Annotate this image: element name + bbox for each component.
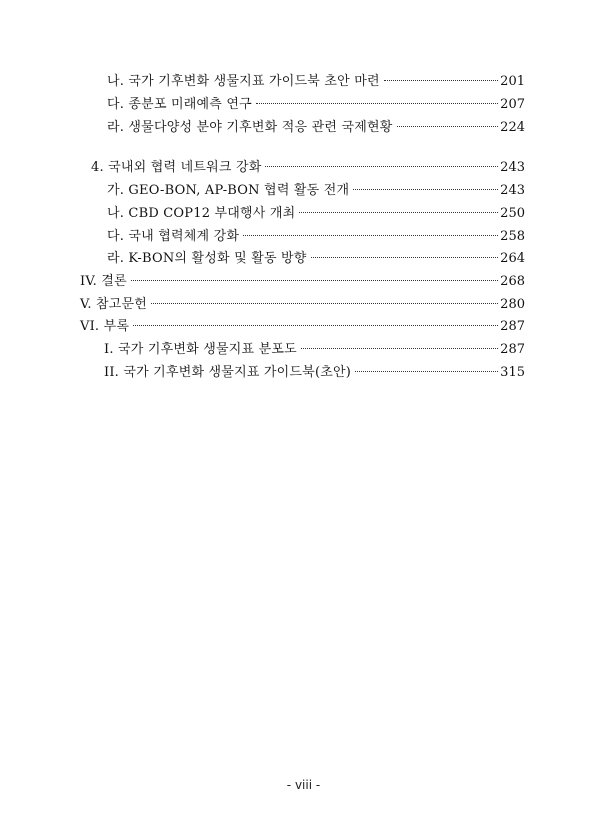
dot-leader — [353, 189, 498, 190]
toc-entry-page: 258 — [500, 229, 525, 244]
toc-entry-page: 224 — [500, 120, 525, 135]
toc-entry — [107, 205, 525, 223]
toc-entry-page: 207 — [500, 97, 525, 112]
toc-entry-title: 가. GEO-BON, AP-BON 협력 활동 전개 — [107, 183, 350, 198]
toc-entry — [107, 182, 525, 200]
toc-chapter-entry — [80, 296, 525, 314]
dot-leader — [256, 103, 498, 104]
toc-entry-page: 243 — [500, 160, 525, 175]
dot-leader — [151, 303, 498, 304]
dot-leader — [131, 280, 498, 281]
toc-entry — [107, 228, 525, 246]
dot-leader — [299, 212, 498, 213]
toc-entry-title: I. 국가 기후변화 생물지표 분포도 — [104, 342, 297, 357]
toc-entry-title: 나. CBD COP12 부대행사 개최 — [107, 206, 296, 221]
toc-entry-title: 다. 국내 협력체계 강화 — [107, 229, 240, 244]
toc-entry-title: 4. 국내외 협력 네트워크 강화 — [91, 160, 262, 175]
dot-leader — [397, 126, 499, 127]
toc-entry-page: 264 — [500, 251, 525, 266]
toc-entry-page: 287 — [500, 319, 525, 334]
dot-leader — [265, 166, 498, 167]
toc-entry-title: 나. 국가 기후변화 생물지표 가이드북 초안 마련 — [107, 74, 380, 89]
toc-entry-title: IV. 결론 — [80, 274, 127, 289]
toc-entry-title: 라. 생물다양성 분야 기후변화 적응 관련 국제현황 — [107, 120, 393, 135]
toc-entry-page: 243 — [500, 183, 525, 198]
toc-entry-page: 287 — [500, 342, 525, 357]
toc-entry-page: 250 — [500, 206, 525, 221]
dot-leader — [355, 371, 498, 372]
toc-entry-page: 201 — [500, 74, 525, 89]
toc-chapter-entry — [80, 318, 525, 336]
toc-entry-page: 280 — [500, 297, 525, 312]
page-number: - viii - — [286, 778, 321, 792]
dot-leader — [311, 257, 499, 258]
toc-entry — [107, 73, 525, 91]
toc-entry-page: 315 — [500, 365, 525, 380]
dot-leader — [384, 80, 498, 81]
toc-entry — [107, 96, 525, 114]
toc-entry-title: V. 참고문헌 — [80, 297, 148, 312]
dot-leader — [301, 348, 498, 349]
toc-entry — [104, 364, 525, 382]
toc-entry-page: 268 — [500, 274, 525, 289]
toc-entry — [107, 250, 525, 268]
toc-entry — [104, 341, 525, 359]
dot-leader — [243, 235, 498, 236]
toc-entry — [107, 119, 525, 137]
toc-entry-title: VI. 부록 — [80, 319, 130, 334]
toc-entry-title: 다. 종분포 미래예측 연구 — [107, 97, 252, 112]
toc-chapter-entry — [80, 273, 525, 291]
toc-section-entry — [91, 159, 525, 177]
dot-leader — [133, 325, 498, 326]
toc-entry-title: II. 국가 기후변화 생물지표 가이드북(초안) — [104, 365, 352, 380]
toc-entry-title: 라. K-BON의 활성화 및 활동 방향 — [107, 251, 307, 266]
